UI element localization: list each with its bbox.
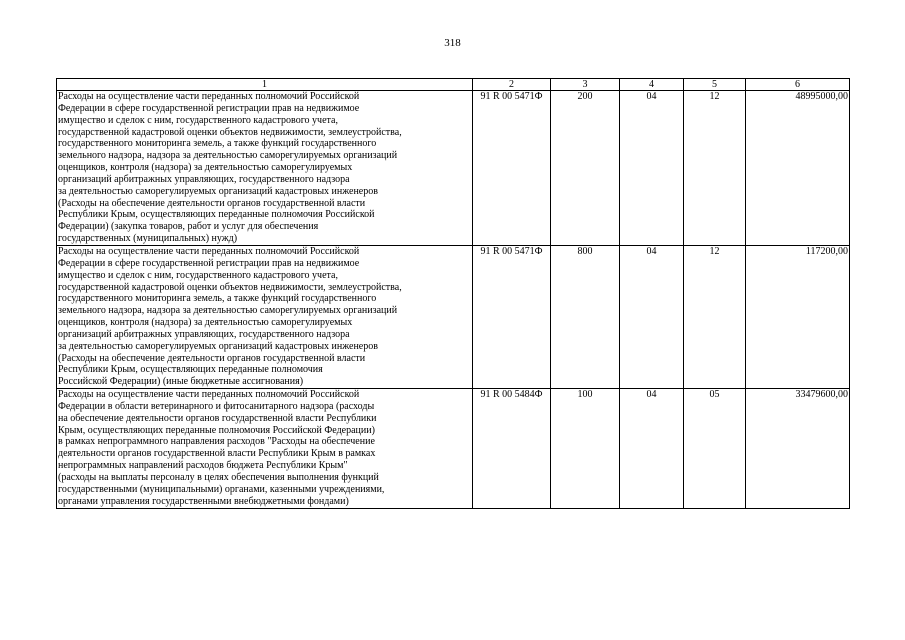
table-row [57, 389, 850, 508]
row-expense-type: 800 [551, 245, 620, 388]
header-col-4: 4 [620, 79, 684, 91]
row-target-code: 91 R 00 5471Ф [473, 91, 551, 246]
row-section: 04 [620, 389, 684, 508]
row-section: 04 [620, 245, 684, 388]
header-col-3: 3 [551, 79, 620, 91]
row-amount: 117200,00 [746, 245, 850, 388]
row-subsection: 12 [684, 91, 746, 246]
table-row [57, 91, 850, 246]
row-amount: 33479600,00 [746, 389, 850, 508]
row-target-code: 91 R 00 5471Ф [473, 245, 551, 388]
row-subsection: 12 [684, 245, 746, 388]
header-col-2: 2 [473, 79, 551, 91]
row-subsection: 05 [684, 389, 746, 508]
row-description: Расходы на осуществление части переданных полномочий Российской Федерации в сфере государственной регистрации прав на недвижимое имущество и сделок с ним, государственного кадастрового учета, государственной кадастровой оценки объектов недвижимости, землеустройства, государственного мониторинга земель, а также функций государственного земельного надзора, надзора за деятельностью саморегулируемых организаций оценщиков, контроля (надзора) за деятельностью саморегулируемых организаций арбитражных управляющих, государственного надзора за деятельностью саморегулируемых организаций кадастровых инженеров (Расходы на обеспечение деятельности органов государственной власти Республики Крым, осуществляющих переданные полномочия Российской Федерации) (иные бюджетные ассигнования) [57, 245, 473, 388]
table-header-row [57, 79, 850, 91]
header-col-1: 1 [57, 79, 473, 91]
row-target-code: 91 R 00 5484Ф [473, 389, 551, 508]
row-description: Расходы на осуществление части переданных полномочий Российской Федерации в сфере государственной регистрации прав на недвижимое имущество и сделок с ним, государственного кадастрового учета, государственной кадастровой оценки объектов недвижимости, землеустройства, государственного мониторинга земель, а также функций государственного земельного надзора, надзора за деятельностью саморегулируемых организаций оценщиков, контроля (надзора) за деятельностью саморегулируемых организаций арбитражных управляющих, государственного надзора за деятельностью саморегулируемых организаций кадастровых инженеров (Расходы на обеспечение деятельности органов государственной власти Республики Крым, осуществляющих переданные полномочия Российской Федерации) (закупка товаров, работ и услуг для обеспечения государственных (муниципальных) нужд) [57, 91, 473, 246]
row-expense-type: 200 [551, 91, 620, 246]
header-col-6: 6 [746, 79, 850, 91]
row-description: Расходы на осуществление части переданных полномочий Российской Федерации в области ветеринарного и фитосанитарного надзора (расходы на обеспечение деятельности органов государственной власти Республики Крым, осуществляющих переданные полномочия Российской Федерации) в рамках непрограммного направления расходов "Расходы на обеспечение деятельности органов государственной власти Республики Крым в рамках непрограммных направлений расходов бюджета Республики Крым" (расходы на выплаты персоналу в целях обеспечения выполнения функций государственными (муниципальными) органами, казенными учреждениями, органами управления государственными внебюджетными фондами) [57, 389, 473, 508]
row-expense-type: 100 [551, 389, 620, 508]
budget-table [56, 78, 850, 509]
page-number: 318 [444, 37, 461, 49]
header-col-5: 5 [684, 79, 746, 91]
row-section: 04 [620, 91, 684, 246]
table-row [57, 245, 850, 388]
row-amount: 48995000,00 [746, 91, 850, 246]
